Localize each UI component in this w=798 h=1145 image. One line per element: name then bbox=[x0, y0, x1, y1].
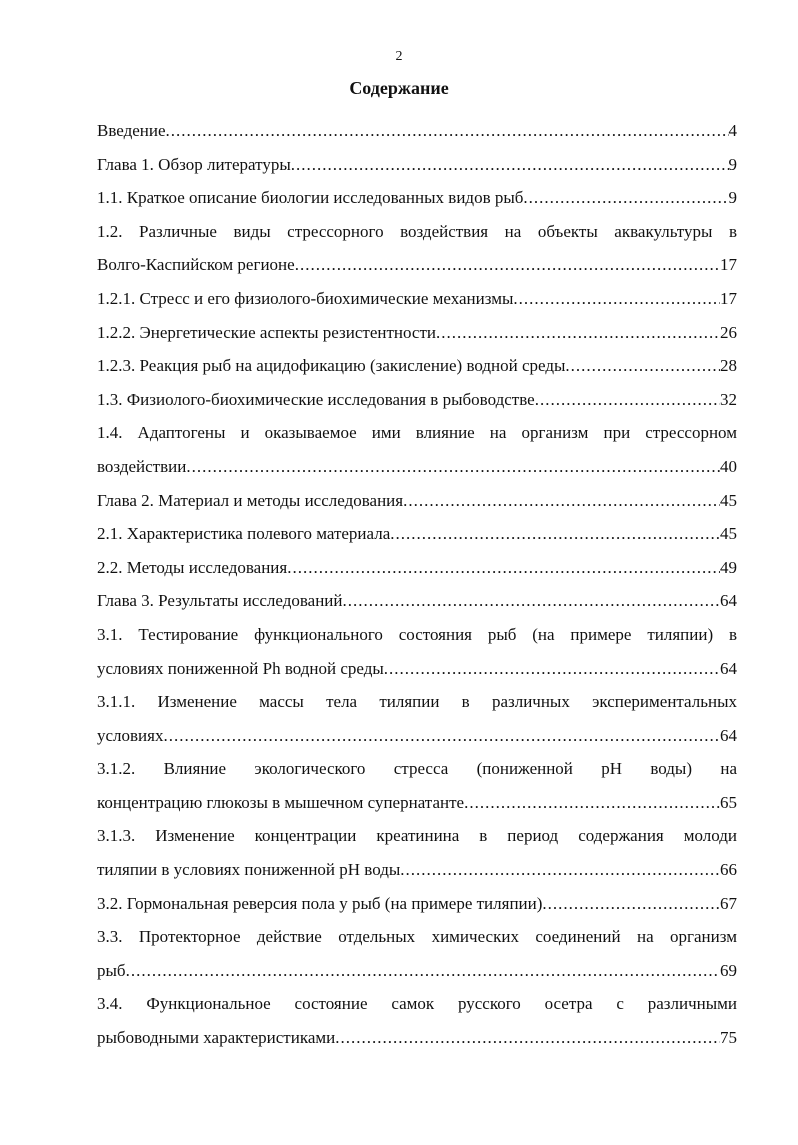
toc-entry-text: Глава 1. Обзор литературы bbox=[97, 154, 291, 174]
toc-page-number: 64 bbox=[720, 658, 737, 678]
toc-line bbox=[97, 116, 737, 150]
toc-line bbox=[97, 183, 737, 217]
toc-line bbox=[97, 956, 737, 990]
toc-entry-text: Глава 2. Материал и методы исследования bbox=[97, 490, 404, 510]
toc-line: 3.3. Протекторное действие отдельных химических соединений на организм bbox=[97, 927, 737, 947]
dot-leader bbox=[166, 116, 729, 146]
toc-line bbox=[97, 284, 737, 318]
toc-line bbox=[97, 318, 737, 352]
toc-page-number: 9 bbox=[728, 154, 737, 174]
dot-leader bbox=[403, 486, 720, 516]
toc-entry-text: Введение bbox=[97, 121, 166, 140]
toc-entry-text: 1.2.3. Реакция рыб на ацидофикацию (закисление) водной среды bbox=[97, 356, 566, 376]
toc-entry-text: 2.2. Методы исследования bbox=[97, 557, 288, 577]
dot-leader bbox=[513, 284, 720, 314]
toc-entry-text: тиляпии в условиях пониженной pH воды bbox=[97, 860, 401, 880]
toc-page-number: 40 bbox=[720, 456, 737, 476]
toc-page-number: 9 bbox=[728, 188, 737, 208]
toc-page-number: 45 bbox=[720, 524, 737, 544]
toc-line bbox=[97, 586, 737, 620]
toc-page-number: 45 bbox=[720, 490, 737, 510]
toc-line bbox=[97, 721, 737, 755]
toc-entry-text: Глава 3. Результаты исследований bbox=[97, 591, 343, 611]
toc-line: 1.4. Адаптогены и оказываемое ими влияние на организм при стрессорном bbox=[97, 423, 737, 443]
dot-leader bbox=[343, 586, 721, 616]
toc-line bbox=[97, 1023, 737, 1057]
toc-line: 3.4. Функциональное состояние самок русского осетра с различными bbox=[97, 994, 737, 1014]
toc-line bbox=[97, 519, 737, 553]
toc-line bbox=[97, 553, 737, 587]
toc-page-number: 69 bbox=[720, 960, 737, 980]
dot-leader bbox=[565, 351, 720, 381]
toc-entry-text: 2.1. Характеристика полевого материала bbox=[97, 524, 391, 544]
toc-page-number: 28 bbox=[720, 356, 737, 376]
toc-page-number: 49 bbox=[720, 557, 737, 577]
dot-leader bbox=[335, 1023, 720, 1053]
toc-entry-text: условиях пониженной Ph водной среды bbox=[97, 658, 384, 678]
toc-line bbox=[97, 855, 737, 889]
toc-line: 3.1. Тестирование функционального состояния рыб (на примере тиляпии) в bbox=[97, 624, 737, 644]
toc-entry-text: 1.2.1. Стресс и его физиолого-биохимические механизмы bbox=[97, 288, 514, 308]
toc-page-number: 67 bbox=[720, 893, 737, 913]
dot-leader bbox=[126, 956, 720, 986]
toc-page-number: 26 bbox=[720, 322, 737, 342]
toc-entry-text: 1.3. Физиолого-биохимические исследования в рыбоводстве bbox=[97, 389, 535, 409]
toc-entry-text: Волго-Каспийском регионе bbox=[97, 255, 295, 275]
toc-line bbox=[97, 351, 737, 385]
dot-leader bbox=[384, 654, 720, 684]
dot-leader bbox=[295, 250, 720, 280]
toc-entry-text: рыб bbox=[97, 960, 126, 980]
toc-line bbox=[97, 654, 737, 688]
toc-page-number: 17 bbox=[720, 255, 737, 275]
toc-entry-text: условиях bbox=[97, 725, 164, 745]
toc-page-number: 4 bbox=[728, 121, 737, 140]
dot-leader bbox=[400, 855, 720, 885]
toc-line: 1.2. Различные виды стрессорного воздействия на объекты аквакультуры в bbox=[97, 221, 737, 241]
toc-entry-text: концентрацию глюкозы в мышечном супернатанте bbox=[97, 792, 465, 812]
toc-entry-text: 3.2. Гормональная реверсия пола у рыб (на примере тиляпии) bbox=[97, 893, 543, 913]
toc-page-number: 66 bbox=[720, 860, 737, 880]
dot-leader bbox=[287, 553, 720, 583]
toc-page-number: 64 bbox=[720, 725, 737, 745]
toc-page-number: 64 bbox=[720, 591, 737, 611]
table-of-contents bbox=[97, 116, 737, 1057]
toc-line bbox=[97, 452, 737, 486]
page-title: Содержание bbox=[349, 78, 449, 98]
dot-leader bbox=[436, 318, 720, 348]
toc-entry-text: рыбоводными характеристиками bbox=[97, 1028, 336, 1048]
toc-entry-text: 1.1. Краткое описание биологии исследованных видов рыб bbox=[97, 188, 524, 208]
dot-leader bbox=[291, 150, 729, 180]
toc-line bbox=[97, 150, 737, 184]
toc-line bbox=[97, 250, 737, 284]
toc-line bbox=[97, 385, 737, 419]
dot-leader bbox=[163, 721, 720, 751]
toc-line bbox=[97, 486, 737, 520]
toc-page-number: 17 bbox=[720, 288, 737, 308]
toc-line bbox=[97, 889, 737, 923]
toc-line bbox=[97, 788, 737, 822]
toc-page-number: 75 bbox=[720, 1028, 737, 1048]
toc-page-number: 32 bbox=[720, 389, 737, 409]
toc-line: 3.1.3. Изменение концентрации креатинина в период содержания молоди bbox=[97, 826, 737, 846]
dot-leader bbox=[390, 519, 720, 549]
dot-leader bbox=[186, 452, 720, 482]
toc-line: 3.1.1. Изменение массы тела тиляпии в различных экспериментальных bbox=[97, 692, 737, 712]
dot-leader bbox=[523, 183, 728, 213]
dot-leader bbox=[542, 889, 720, 919]
page-number: 2 bbox=[395, 49, 403, 64]
toc-entry-text: воздействии bbox=[97, 456, 187, 476]
toc-page-number: 65 bbox=[720, 792, 737, 812]
dot-leader bbox=[535, 385, 720, 415]
toc-entry-text: 1.2.2. Энергетические аспекты резистентности bbox=[97, 322, 436, 342]
toc-line: 3.1.2. Влияние экологического стресса (пониженной pH воды) на bbox=[97, 759, 737, 779]
dot-leader bbox=[464, 788, 720, 818]
